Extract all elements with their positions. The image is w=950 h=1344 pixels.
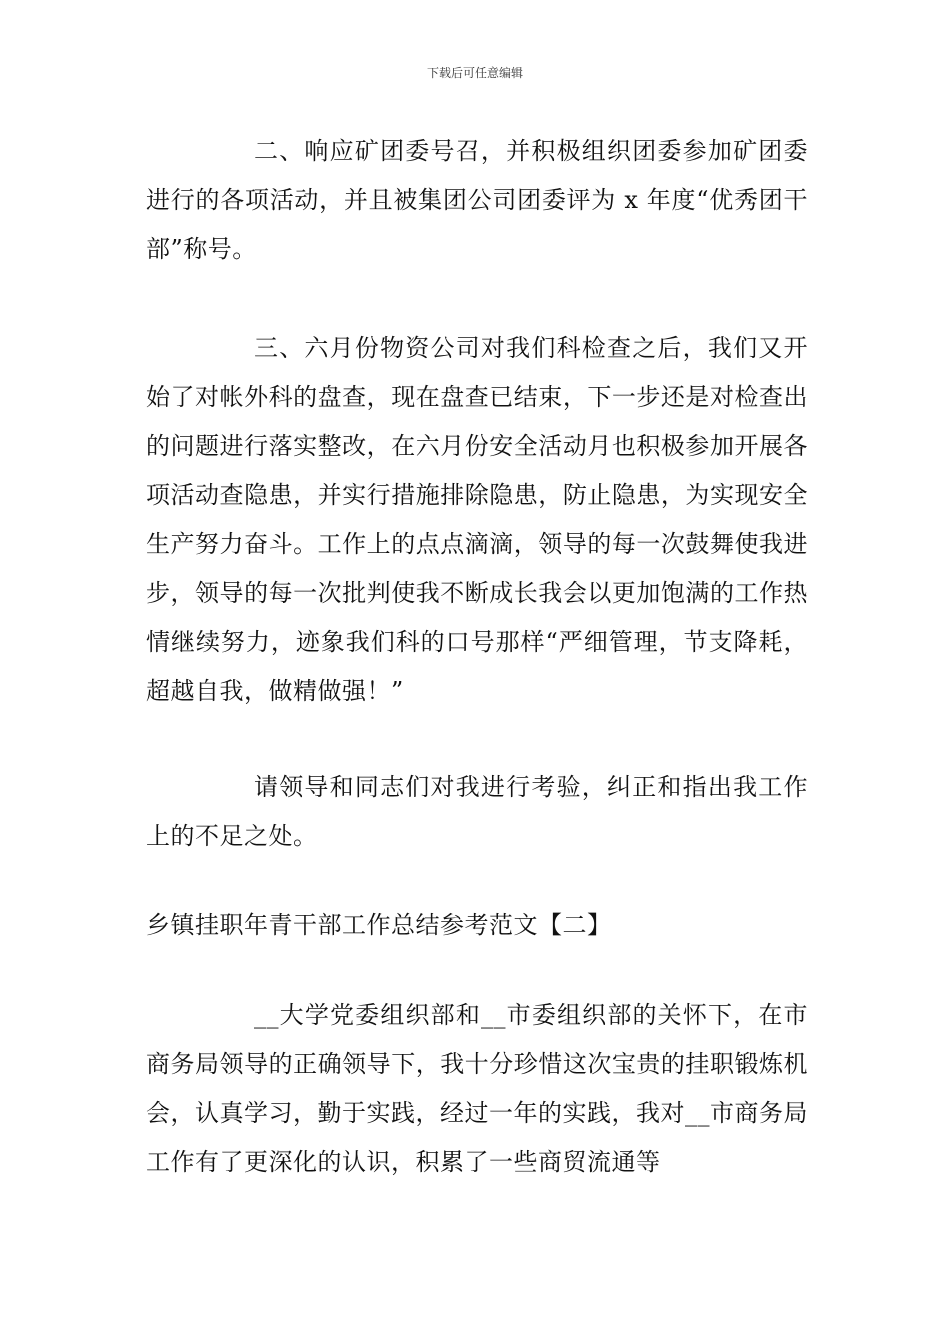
section-heading: 乡镇挂职年青干部工作总结参考范文【二】: [146, 911, 612, 939]
paragraph-item-two: 二、响应矿团委号召，并积极组织团委参加矿团委进行的各项活动，并且被集团公司团委评为 x 年度“优秀团干部”称号。: [146, 137, 808, 263]
paragraph-item-three: 三、六月份物资公司对我们科检查之后，我们又开始了对帐外科的盘查，现在盘查已结束，下一步还是对检查出的问题进行落实整改，在六月份安全活动月也积极参加开展各项活动查隐患，并实行措施排除隐患，防止隐患，为实现安全生产努力奋斗。工作上的点点滴滴，领导的每一次鼓舞使我进步，领导的每一次批判使我不断成长我会以更加饱满的工作热情继续努力，迹象我们科的口号那样“严细管理，节支降耗，超越自我，做精做强！”: [146, 334, 808, 705]
paragraph-closing-request: 请领导和同志们对我进行考验，纠正和指出我工作上的不足之处。: [146, 773, 808, 850]
page-header-note: 下载后可任意编辑: [426, 66, 523, 80]
paragraph-section-intro: __大学党委组织部和__市委组织部的关怀下，在市商务局领导的正确领导下，我十分珍惜这次宝贵的挂职锻炼机会，认真学习，勤于实践，经过一年的实践，我对__市商务局工作有了更深化的认识，积累了一些商贸流通等: [146, 1001, 808, 1176]
document-body: [146, 127, 808, 1187]
